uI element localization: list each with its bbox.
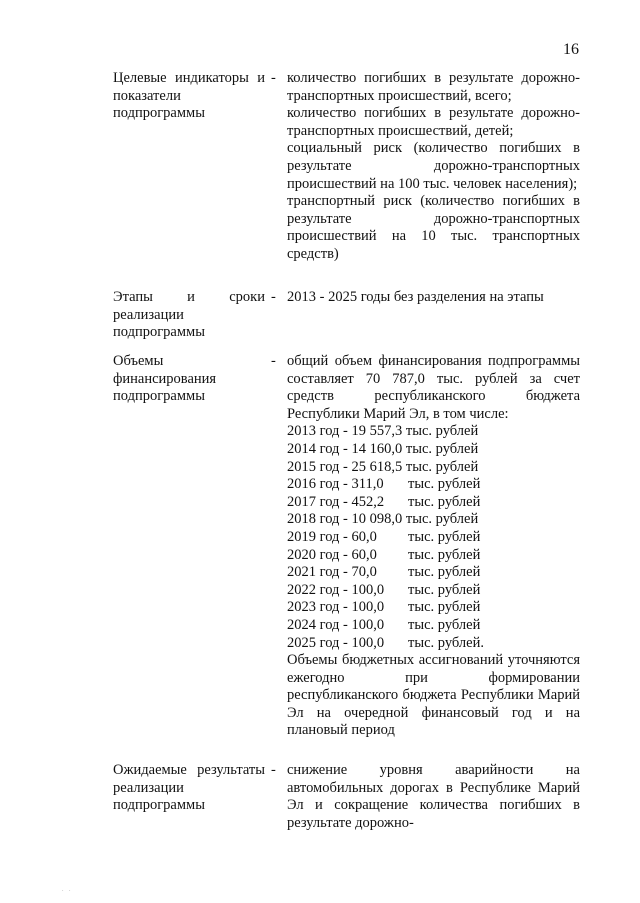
funding-year-unit: тыс. рублей: [408, 564, 481, 581]
funding-year-amount: 2017 год - 452,2: [287, 493, 385, 510]
funding-year-line: [287, 582, 580, 600]
funding-year-amount: 2020 год - 60,0: [287, 546, 377, 563]
row-content: [287, 289, 580, 307]
funding-year-amount: 2013 год - 19 557,3: [287, 423, 403, 440]
funding-year-unit: тыс. рублей: [408, 599, 481, 616]
funding-year-unit: тыс. рублей: [408, 581, 481, 598]
funding-year-line: [287, 441, 580, 459]
funding-year-line: [287, 476, 580, 494]
funding-year-line: [287, 529, 580, 547]
funding-year-amount: 2016 год - 311,0: [287, 476, 384, 493]
row-dash: -: [271, 70, 276, 86]
funding-year-line: [287, 494, 580, 512]
funding-year-unit: тыс. рублей: [408, 616, 481, 633]
funding-year-amount: 2019 год - 60,0: [287, 528, 377, 545]
funding-year-amount: 2021 год - 70,0: [287, 564, 377, 581]
funding-year-amount: 2018 год - 10 098,0: [287, 511, 403, 528]
page-number: 16: [563, 41, 579, 58]
indicator-item: транспортный риск (количество погибших в результате дорожно-транспортных происшествий на 10 тыс. транспортных средств): [287, 193, 580, 262]
funding-years-list: [287, 423, 580, 652]
funding-year-amount: 2023 год - 100,0: [287, 599, 385, 616]
funding-year-amount: 2022 год - 100,0: [287, 581, 385, 598]
funding-year-amount: 2024 год - 100,0: [287, 616, 385, 633]
funding-year-line: [287, 564, 580, 582]
row-dash: -: [271, 353, 276, 369]
row-content: [287, 353, 580, 740]
expected-results-text: снижение уровня аварийности на автомобильных дорогах в Республике Марий Эл и сокращение количества погибших в результате дорожно-: [287, 762, 580, 831]
stages-text: 2013 - 2025 годы без разделения на этапы: [287, 289, 544, 305]
funding-year-amount: 2014 год - 14 160,0: [287, 440, 403, 457]
row-label: Этапы и сроки реализации подпрограммы: [113, 289, 265, 341]
indicator-item: количество погибших в результате дорожно-транспортных происшествий, всего;: [287, 70, 580, 104]
funding-outro: Объемы бюджетных ассигнований уточняются ежегодно при формировании республиканского бюджета Республики Марий Эл на очередной финансовый год и на плановый период: [287, 652, 580, 739]
funding-year-amount: 2015 год - 25 618,5: [287, 458, 403, 475]
funding-year-unit: тыс. рублей: [405, 458, 479, 475]
funding-year-line: [287, 423, 580, 441]
funding-year-line: [287, 459, 580, 477]
funding-year-line: [287, 635, 580, 653]
funding-year-amount: 2025 год - 100,0: [287, 634, 385, 651]
funding-year-line: [287, 617, 580, 635]
funding-year-unit: тыс. рублей: [408, 476, 481, 493]
row-label: Объемы финансирования подпрограммы: [113, 353, 217, 405]
funding-year-unit: тыс. рублей: [405, 440, 479, 457]
funding-year-unit: тыс. рублей: [408, 546, 481, 563]
funding-intro: общий объем финансирования подпрограммы составляет 70 787,0 тыс. рублей за счет средств республиканского бюджета Республики Марий Эл, в том числе:: [287, 353, 580, 422]
funding-year-line: [287, 599, 580, 617]
funding-year-unit: тыс. рублей: [408, 493, 481, 510]
funding-year-line: [287, 511, 580, 529]
funding-year-unit: тыс. рублей: [405, 511, 479, 528]
page-footer-marks: . .: [62, 887, 73, 893]
indicator-item: количество погибших в результате дорожно-транспортных происшествий, детей;: [287, 105, 580, 139]
row-dash: -: [271, 762, 276, 778]
row-label: Целевые индикаторы и показатели подпрограммы: [113, 70, 265, 122]
funding-year-unit: тыс. рублей: [408, 528, 481, 545]
row-content: [287, 762, 580, 832]
row-content: [287, 70, 580, 264]
row-dash: -: [271, 289, 276, 305]
funding-year-unit: тыс. рублей.: [408, 634, 484, 651]
indicator-item: социальный риск (количество погибших в результате дорожно-транспортных происшествий на 100 тыс. человек населения);: [287, 140, 580, 192]
funding-year-line: [287, 547, 580, 565]
row-label: Ожидаемые результаты реализации подпрограммы: [113, 762, 265, 814]
funding-year-unit: тыс. рублей: [405, 423, 479, 440]
